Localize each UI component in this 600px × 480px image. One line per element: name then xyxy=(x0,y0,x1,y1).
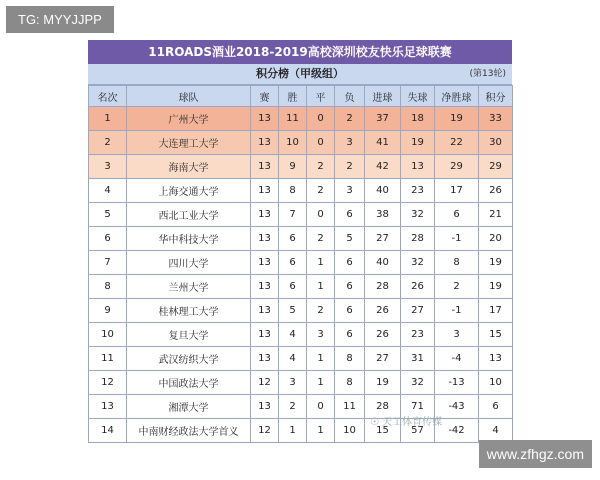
cell-team: 桂林理工大学 xyxy=(127,299,251,323)
cell-lost: 6 xyxy=(335,251,365,275)
cell-rank: 8 xyxy=(89,275,127,299)
cell-drawn: 0 xyxy=(307,131,335,155)
header-goal-difference: 净胜球 xyxy=(435,86,479,107)
standings-subtitle xyxy=(88,64,512,85)
cell-team: 广州大学 xyxy=(127,107,251,131)
watermark-bottom: www.zfhgz.com xyxy=(479,440,592,468)
cell-goals-for: 38 xyxy=(365,203,401,227)
table-row xyxy=(89,251,513,275)
cell-lost: 3 xyxy=(335,179,365,203)
table-row xyxy=(89,395,513,419)
cell-played: 13 xyxy=(251,179,279,203)
table-row xyxy=(89,131,513,155)
cell-lost: 8 xyxy=(335,371,365,395)
cell-goal-difference: -42 xyxy=(435,419,479,443)
cell-won: 11 xyxy=(279,107,307,131)
cell-rank: 2 xyxy=(89,131,127,155)
cell-drawn: 0 xyxy=(307,107,335,131)
cell-goal-difference: 2 xyxy=(435,275,479,299)
cell-lost: 11 xyxy=(335,395,365,419)
cell-goal-difference: 8 xyxy=(435,251,479,275)
cell-goal-difference: 3 xyxy=(435,323,479,347)
cell-rank: 14 xyxy=(89,419,127,443)
cell-goals-against: 18 xyxy=(401,107,435,131)
cell-goals-against: 32 xyxy=(401,251,435,275)
cell-goals-against: 57 xyxy=(401,419,435,443)
cell-team: 中国政法大学 xyxy=(127,371,251,395)
cell-goals-for: 15 xyxy=(365,419,401,443)
cell-goal-difference: 29 xyxy=(435,155,479,179)
cell-goals-for: 40 xyxy=(365,251,401,275)
cell-rank: 3 xyxy=(89,155,127,179)
cell-points: 21 xyxy=(479,203,513,227)
round-note: (第13轮) xyxy=(469,69,506,79)
cell-team: 大连理工大学 xyxy=(127,131,251,155)
overlay-watermark-mark: ☉ 天工体育传媒 xyxy=(370,417,443,428)
cell-points: 13 xyxy=(479,347,513,371)
cell-goals-against: 23 xyxy=(401,179,435,203)
cell-lost: 6 xyxy=(335,299,365,323)
cell-goals-against: 23 xyxy=(401,323,435,347)
table-row xyxy=(89,323,513,347)
table-row xyxy=(89,107,513,131)
cell-played: 13 xyxy=(251,275,279,299)
cell-drawn: 1 xyxy=(307,371,335,395)
cell-team: 四川大学 xyxy=(127,251,251,275)
cell-goal-difference: -13 xyxy=(435,371,479,395)
cell-drawn: 1 xyxy=(307,275,335,299)
watermark-top: TG: MYYJJPP xyxy=(6,6,114,33)
cell-goals-for: 40 xyxy=(365,179,401,203)
cell-goal-difference: 6 xyxy=(435,203,479,227)
cell-goals-for: 37 xyxy=(365,107,401,131)
table-row xyxy=(89,179,513,203)
cell-team: 上海交通大学 xyxy=(127,179,251,203)
cell-lost: 2 xyxy=(335,155,365,179)
cell-won: 6 xyxy=(279,275,307,299)
cell-goal-difference: -43 xyxy=(435,395,479,419)
cell-goals-for: 26 xyxy=(365,299,401,323)
cell-points: 4 xyxy=(479,419,513,443)
cell-goals-for: 26 xyxy=(365,323,401,347)
cell-points: 15 xyxy=(479,323,513,347)
header-drawn: 平 xyxy=(307,86,335,107)
cell-rank: 11 xyxy=(89,347,127,371)
header-lost: 负 xyxy=(335,86,365,107)
cell-lost: 6 xyxy=(335,275,365,299)
cell-won: 8 xyxy=(279,179,307,203)
cell-goals-against: 19 xyxy=(401,131,435,155)
cell-points: 29 xyxy=(479,155,513,179)
cell-goals-for: 41 xyxy=(365,131,401,155)
cell-team: 中南财经政法大学首义 xyxy=(127,419,251,443)
cell-played: 12 xyxy=(251,371,279,395)
cell-goal-difference: 17 xyxy=(435,179,479,203)
cell-won: 6 xyxy=(279,251,307,275)
cell-rank: 5 xyxy=(89,203,127,227)
cell-lost: 8 xyxy=(335,347,365,371)
cell-drawn: 1 xyxy=(307,347,335,371)
cell-goals-for: 27 xyxy=(365,347,401,371)
cell-goals-against: 13 xyxy=(401,155,435,179)
header-goals-for: 进球 xyxy=(365,86,401,107)
cell-rank: 4 xyxy=(89,179,127,203)
cell-drawn: 0 xyxy=(307,395,335,419)
cell-played: 13 xyxy=(251,299,279,323)
cell-won: 2 xyxy=(279,395,307,419)
standings-table xyxy=(88,85,513,443)
standings-body xyxy=(89,107,513,443)
cell-goal-difference: -1 xyxy=(435,227,479,251)
cell-played: 13 xyxy=(251,155,279,179)
header-points: 积分 xyxy=(479,86,513,107)
cell-played: 13 xyxy=(251,323,279,347)
cell-goals-against: 32 xyxy=(401,203,435,227)
cell-points: 6 xyxy=(479,395,513,419)
cell-drawn: 2 xyxy=(307,179,335,203)
cell-team: 华中科技大学 xyxy=(127,227,251,251)
header-goals-against: 失球 xyxy=(401,86,435,107)
table-row xyxy=(89,347,513,371)
cell-drawn: 2 xyxy=(307,299,335,323)
cell-played: 13 xyxy=(251,251,279,275)
cell-won: 1 xyxy=(279,419,307,443)
cell-won: 4 xyxy=(279,347,307,371)
cell-lost: 2 xyxy=(335,107,365,131)
table-row xyxy=(89,419,513,443)
cell-team: 兰州大学 xyxy=(127,275,251,299)
cell-played: 13 xyxy=(251,131,279,155)
cell-played: 13 xyxy=(251,347,279,371)
cell-points: 17 xyxy=(479,299,513,323)
cell-played: 12 xyxy=(251,419,279,443)
cell-drawn: 1 xyxy=(307,419,335,443)
table-row xyxy=(89,155,513,179)
cell-points: 20 xyxy=(479,227,513,251)
cell-drawn: 0 xyxy=(307,203,335,227)
cell-drawn: 1 xyxy=(307,251,335,275)
cell-goal-difference: 19 xyxy=(435,107,479,131)
cell-rank: 12 xyxy=(89,371,127,395)
cell-team: 湘潭大学 xyxy=(127,395,251,419)
cell-drawn: 3 xyxy=(307,323,335,347)
cell-goals-against: 28 xyxy=(401,227,435,251)
cell-won: 10 xyxy=(279,131,307,155)
cell-played: 13 xyxy=(251,107,279,131)
cell-lost: 6 xyxy=(335,203,365,227)
cell-goals-for: 19 xyxy=(365,371,401,395)
standings-table-container xyxy=(88,40,512,443)
cell-points: 19 xyxy=(479,251,513,275)
header-won: 胜 xyxy=(279,86,307,107)
cell-goal-difference: 22 xyxy=(435,131,479,155)
cell-won: 4 xyxy=(279,323,307,347)
cell-team: 复旦大学 xyxy=(127,323,251,347)
cell-goals-for: 28 xyxy=(365,395,401,419)
cell-goals-for: 27 xyxy=(365,227,401,251)
cell-team: 武汉纺织大学 xyxy=(127,347,251,371)
cell-goal-difference: -1 xyxy=(435,299,479,323)
cell-played: 13 xyxy=(251,227,279,251)
table-row xyxy=(89,275,513,299)
cell-rank: 1 xyxy=(89,107,127,131)
cell-won: 3 xyxy=(279,371,307,395)
cell-goals-for: 28 xyxy=(365,275,401,299)
cell-rank: 7 xyxy=(89,251,127,275)
header-played: 赛 xyxy=(251,86,279,107)
table-row xyxy=(89,227,513,251)
cell-goals-against: 26 xyxy=(401,275,435,299)
cell-points: 10 xyxy=(479,371,513,395)
cell-goals-against: 27 xyxy=(401,299,435,323)
cell-won: 6 xyxy=(279,227,307,251)
cell-goals-against: 32 xyxy=(401,371,435,395)
cell-won: 7 xyxy=(279,203,307,227)
cell-team: 西北工业大学 xyxy=(127,203,251,227)
table-row xyxy=(89,371,513,395)
cell-rank: 10 xyxy=(89,323,127,347)
cell-points: 26 xyxy=(479,179,513,203)
cell-lost: 10 xyxy=(335,419,365,443)
header-team: 球队 xyxy=(127,86,251,107)
cell-rank: 13 xyxy=(89,395,127,419)
cell-played: 13 xyxy=(251,203,279,227)
cell-rank: 9 xyxy=(89,299,127,323)
cell-goal-difference: -4 xyxy=(435,347,479,371)
cell-lost: 5 xyxy=(335,227,365,251)
cell-goals-for: 42 xyxy=(365,155,401,179)
cell-team: 海南大学 xyxy=(127,155,251,179)
cell-goals-against: 71 xyxy=(401,395,435,419)
standings-subtitle-text: 积分榜（甲级组） xyxy=(256,67,344,80)
cell-drawn: 2 xyxy=(307,227,335,251)
league-title: 11ROADS酒业2018-2019高校深圳校友快乐足球联赛 xyxy=(88,40,512,64)
cell-played: 13 xyxy=(251,395,279,419)
header-rank: 名次 xyxy=(89,86,127,107)
cell-won: 9 xyxy=(279,155,307,179)
cell-points: 19 xyxy=(479,275,513,299)
cell-points: 30 xyxy=(479,131,513,155)
cell-won: 5 xyxy=(279,299,307,323)
cell-lost: 6 xyxy=(335,323,365,347)
cell-lost: 3 xyxy=(335,131,365,155)
cell-points: 33 xyxy=(479,107,513,131)
cell-rank: 6 xyxy=(89,227,127,251)
table-row xyxy=(89,299,513,323)
cell-goals-against: 31 xyxy=(401,347,435,371)
cell-drawn: 2 xyxy=(307,155,335,179)
header-row xyxy=(89,86,513,107)
table-row xyxy=(89,203,513,227)
